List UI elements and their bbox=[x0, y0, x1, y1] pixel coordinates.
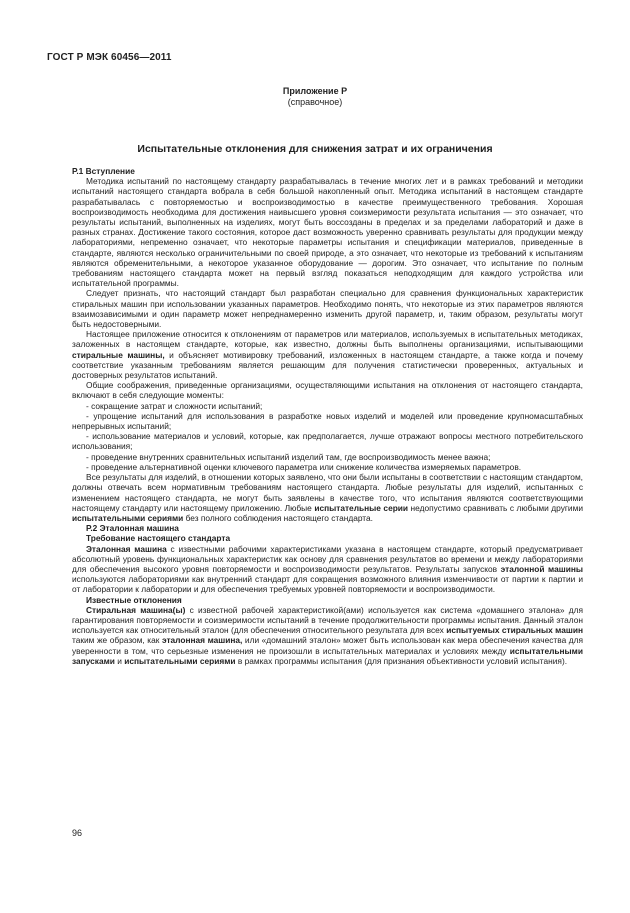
p1-para5-term-2: испытательными сериями bbox=[72, 512, 184, 523]
appendix-subtitle: (справочное) bbox=[287, 97, 343, 107]
section-p1-heading: Р.1 Вступление bbox=[72, 166, 135, 176]
p2-para1-term-2: эталонной машины bbox=[500, 563, 583, 574]
document-body bbox=[72, 166, 583, 666]
p1-para3-text-a: Настоящее приложение относится к отклонениям от параметров или материалов, используемых в испытательных методиках, заложенных в настоящем стандарте, которые, как известно, должны быть выполнены организациями, испытывающими bbox=[72, 329, 583, 350]
p1-paragraph-5 bbox=[72, 472, 583, 523]
p2-para2-term-4: испытательными запусками bbox=[72, 645, 583, 666]
p2-para1-text-d: используются лабораториями как внутренний стандарт для сокращения возможного влияния изменчивости от партии к партии и от лаборатории к лаборатории и для обеспечения требуемых уровней повторяемости и воспроизводимости. bbox=[72, 574, 583, 595]
p2-para2-text-j: в рамках программы испытания (для признания объективности условий испытания). bbox=[235, 655, 568, 666]
p2-para2-term-1: Стиральная машина(ы) bbox=[86, 604, 186, 615]
p1-list-item: - сокращение затрат и сложности испытаний; bbox=[86, 400, 263, 411]
p2-subheading-requirement: Требование настоящего стандарта bbox=[86, 533, 231, 544]
p2-para2-term-2: испытуемых стиральных машин bbox=[446, 625, 583, 636]
p1-list-item: - упрощение испытаний для использования в разработке новых изделий и моделей или проведение крупномасштабных непрерывных испытаний; bbox=[72, 410, 583, 432]
p2-subheading-deviations: Известные отклонения bbox=[86, 594, 182, 605]
p2-para2-term-5: испытательными сериями bbox=[124, 655, 236, 666]
p1-paragraph-4: Общие соображения, приведенные организациями, осуществляющими испытания на отклонения от настоящего стандарта, включают в себя следующие моменты: bbox=[72, 380, 583, 401]
p1-para5-term-1: испытательные серии bbox=[314, 502, 409, 513]
p2-paragraph-2 bbox=[72, 605, 583, 666]
p1-para3-text-c: и объясняет мотивировку требований, изложенных в настоящем стандарте, а также когда и почему соответствие указанным требованиям является решающим для получения статистически проверенных, актуальных и достоверных результатов испытаний. bbox=[72, 349, 583, 381]
p1-para3-term: стиральные машины, bbox=[72, 349, 165, 360]
appendix-title: Приложение Р bbox=[282, 86, 348, 96]
p2-para2-text-h: и bbox=[114, 655, 125, 666]
section-p2-heading: Р.2 Эталонная машина bbox=[86, 523, 179, 534]
p2-para1-term-1: Эталонная машина bbox=[86, 543, 167, 554]
p1-paragraph-1: Методика испытаний по настоящему стандарту разрабатывалась в течение многих лет и в рамках требований и методики испытаний настоящего стандарта вобрала в себя большой накопленный опыт. Методика испытаний в настоящем стандарте разрабатывалась с повторяемостью и воспроизводимостью в качестве преимущественного требования. Хорошая воспроизводимость необходима для достижения наивысшего уровня соизмеримости результата испытания — это означает, что результаты испытаний, выполненных на изделиях, могут быть воссозданы в пределах и за пределами лабораторий и даже в разных странах. Достижение такого состояния, которое даст возможность уверенно сравнивать результаты для продукции между лабораториями, непременно означает, что некоторые параметры испытания и спецификации материалов, приведенные в стандарте, являются несколько ограничительными по своей природе, а это означает, что некоторые из требований к испытаниям являются обременительными, а некоторое указанное оборудование — дорогим. Это означает, что испытание по полным требованиям настоящего стандарта может на первый взгляд показаться неподходящим для каждого устройства или испытательной программы. bbox=[72, 176, 583, 289]
p2-para2-text-d: таким же образом, как bbox=[72, 635, 162, 646]
p1-paragraph-3 bbox=[72, 329, 583, 380]
p1-para5-text-a: Все результаты для изделий, в отношении которых заявлено, что они были испытаны в соответствии с настоящим стандартом, должны отвечать всем нормативным требованиям настоящего стандарта. Любые результаты для изделий, испытанных с изменением настоящего стандарта, не могут быть заявлены в качестве того, что испытания являются соответствующими настоящему стандарту или настоящему приложению. Любые bbox=[72, 472, 583, 513]
p1-list-item: - проведение внутренних сравнительных испытаний изделий там, где воспроизводимость менее важна; bbox=[86, 451, 491, 462]
p1-list-item: - проведение альтернативной оценки ключевого параметра или снижение количества измеряемых параметров. bbox=[86, 461, 522, 472]
p1-paragraph-2: Следует признать, что настоящий стандарт был разработан специально для сравнения функциональных характеристик стиральных машин при использовании указанных параметров. Необходимо понять, что некоторые из этих параметров являются взаимозависимыми и один параметр может непреднамеренно изменить другой параметр, и, таким образом, результаты могут быть недостоверными. bbox=[72, 288, 583, 330]
p2-para1-text-b: с известными рабочими характеристиками указана в настоящем стандарте, который предусматривает абсолютный уровень функциональных характеристик как основу для сравнения результатов во времени и между лабораториями для обеспечения высокого уровня повторяемости и воспроизводимости результатов. Результаты запусков bbox=[72, 543, 583, 574]
document-title: Испытательные отклонения для снижения затрат и их ограничения bbox=[137, 143, 493, 155]
page-number: 96 bbox=[72, 828, 83, 838]
p1-list-item: - использование материалов и условий, которые, как предполагается, лучше отражают вопросы местного потребительского использования; bbox=[72, 431, 583, 452]
p2-para2-text-f: или «домашний эталон» может быть использован как мера обеспечения качества для уверенности в том, что серьезные изменения не произошли в испытательных материалах и условиях между bbox=[72, 635, 583, 656]
p2-para2-text-b: с известной рабочей характеристикой(ами) используется как система «домашнего эталона» для гарантирования повторяемости и соизмеримости испытаний в течение продолжительности программы испытания. Данный эталон используется как относительный эталон (для обеспечения относительного результата для всех bbox=[72, 604, 583, 636]
standard-header: ГОСТ Р МЭК 60456—2011 bbox=[47, 52, 172, 63]
p1-para5-text-e: без полного соблюдения настоящего стандарта. bbox=[183, 512, 373, 523]
p2-paragraph-1 bbox=[72, 544, 583, 595]
p2-para2-term-3: эталонная машина, bbox=[161, 635, 243, 646]
p1-para5-text-c: недопустимо сравнивать с любыми другими bbox=[408, 502, 583, 513]
